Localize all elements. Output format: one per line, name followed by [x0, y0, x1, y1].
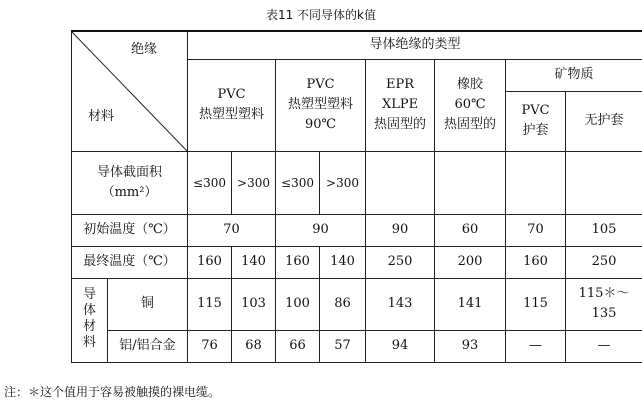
col-mineral-bare: 无护套: [566, 91, 642, 151]
table-cell: 160: [276, 246, 320, 278]
col-rubber: 橡胶 60℃ 热固型的: [435, 59, 506, 151]
col-mineral-pvc-sheath: PVC 护套: [506, 91, 566, 151]
aluminium-label: 铝/铝合金: [108, 330, 188, 362]
col-mineral: 矿物质: [506, 59, 642, 91]
section-label: 导体截面积 （mm²）: [72, 151, 188, 214]
section-cell: ≤300: [188, 151, 232, 214]
table-cell: 160: [188, 246, 232, 278]
final-temp-label: 最终温度（℃）: [72, 246, 188, 278]
table-cell: 140: [320, 246, 366, 278]
table-cell: —: [506, 330, 566, 362]
section-cell-empty: [366, 151, 435, 214]
col-pvc-thermoplastic: PVC 热塑型塑料: [188, 59, 276, 151]
table-cell: —: [566, 330, 642, 362]
material-group-label: [72, 278, 108, 362]
table-cell: 103: [232, 278, 276, 330]
table-cell: 60: [435, 214, 506, 246]
table-cell: 105: [566, 214, 642, 246]
table-cell: 90: [276, 214, 366, 246]
col-pvc-90: PVC 热塑型塑料 90℃: [276, 59, 366, 151]
table-cell: 68: [232, 330, 276, 362]
section-cell-empty: [506, 151, 566, 214]
table-cell: 200: [435, 246, 506, 278]
table-cell: 86: [320, 278, 366, 330]
table-cell: 250: [366, 246, 435, 278]
material-group-text: 导体材料: [82, 287, 96, 350]
table-cell: 76: [188, 330, 232, 362]
table-caption: 表11 不同导体的k值: [265, 8, 377, 22]
table-cell: 160: [506, 246, 566, 278]
section-cell: >300: [320, 151, 366, 214]
section-cell: >300: [232, 151, 276, 214]
section-cell: ≤300: [276, 151, 320, 214]
insulation-type-header: 导体绝缘的类型: [188, 31, 642, 59]
diagonal-header-cell: [72, 31, 188, 151]
table-cell: 93: [435, 330, 506, 362]
table-cell: 70: [506, 214, 566, 246]
footnote: 注：＊这个值用于容易被触摸的裸电缆。: [4, 385, 221, 399]
table-cell: 143: [366, 278, 435, 330]
section-cell-empty: [566, 151, 642, 214]
initial-temp-label: 初始温度（℃）: [72, 214, 188, 246]
diag-top-label: 绝缘: [130, 42, 157, 57]
table-cell: 66: [276, 330, 320, 362]
copper-label: 铜: [108, 278, 188, 330]
table-cell: 140: [232, 246, 276, 278]
table-cell: 250: [566, 246, 642, 278]
k-value-table: [71, 30, 642, 363]
table-cell: 100: [276, 278, 320, 330]
table-cell: 90: [366, 214, 435, 246]
diag-bottom-label: 材料: [88, 108, 115, 124]
table-cell: 141: [435, 278, 506, 330]
section-cell-empty: [435, 151, 506, 214]
table-cell: 70: [188, 214, 276, 246]
table-cell: 94: [366, 330, 435, 362]
table-cell: 57: [320, 330, 366, 362]
table-cell: 115: [506, 278, 566, 330]
table-cell: 115: [188, 278, 232, 330]
table-cell: 115＊～ 135: [566, 278, 642, 330]
col-epr-xlpe: EPR XLPE 热固型的: [366, 59, 435, 151]
